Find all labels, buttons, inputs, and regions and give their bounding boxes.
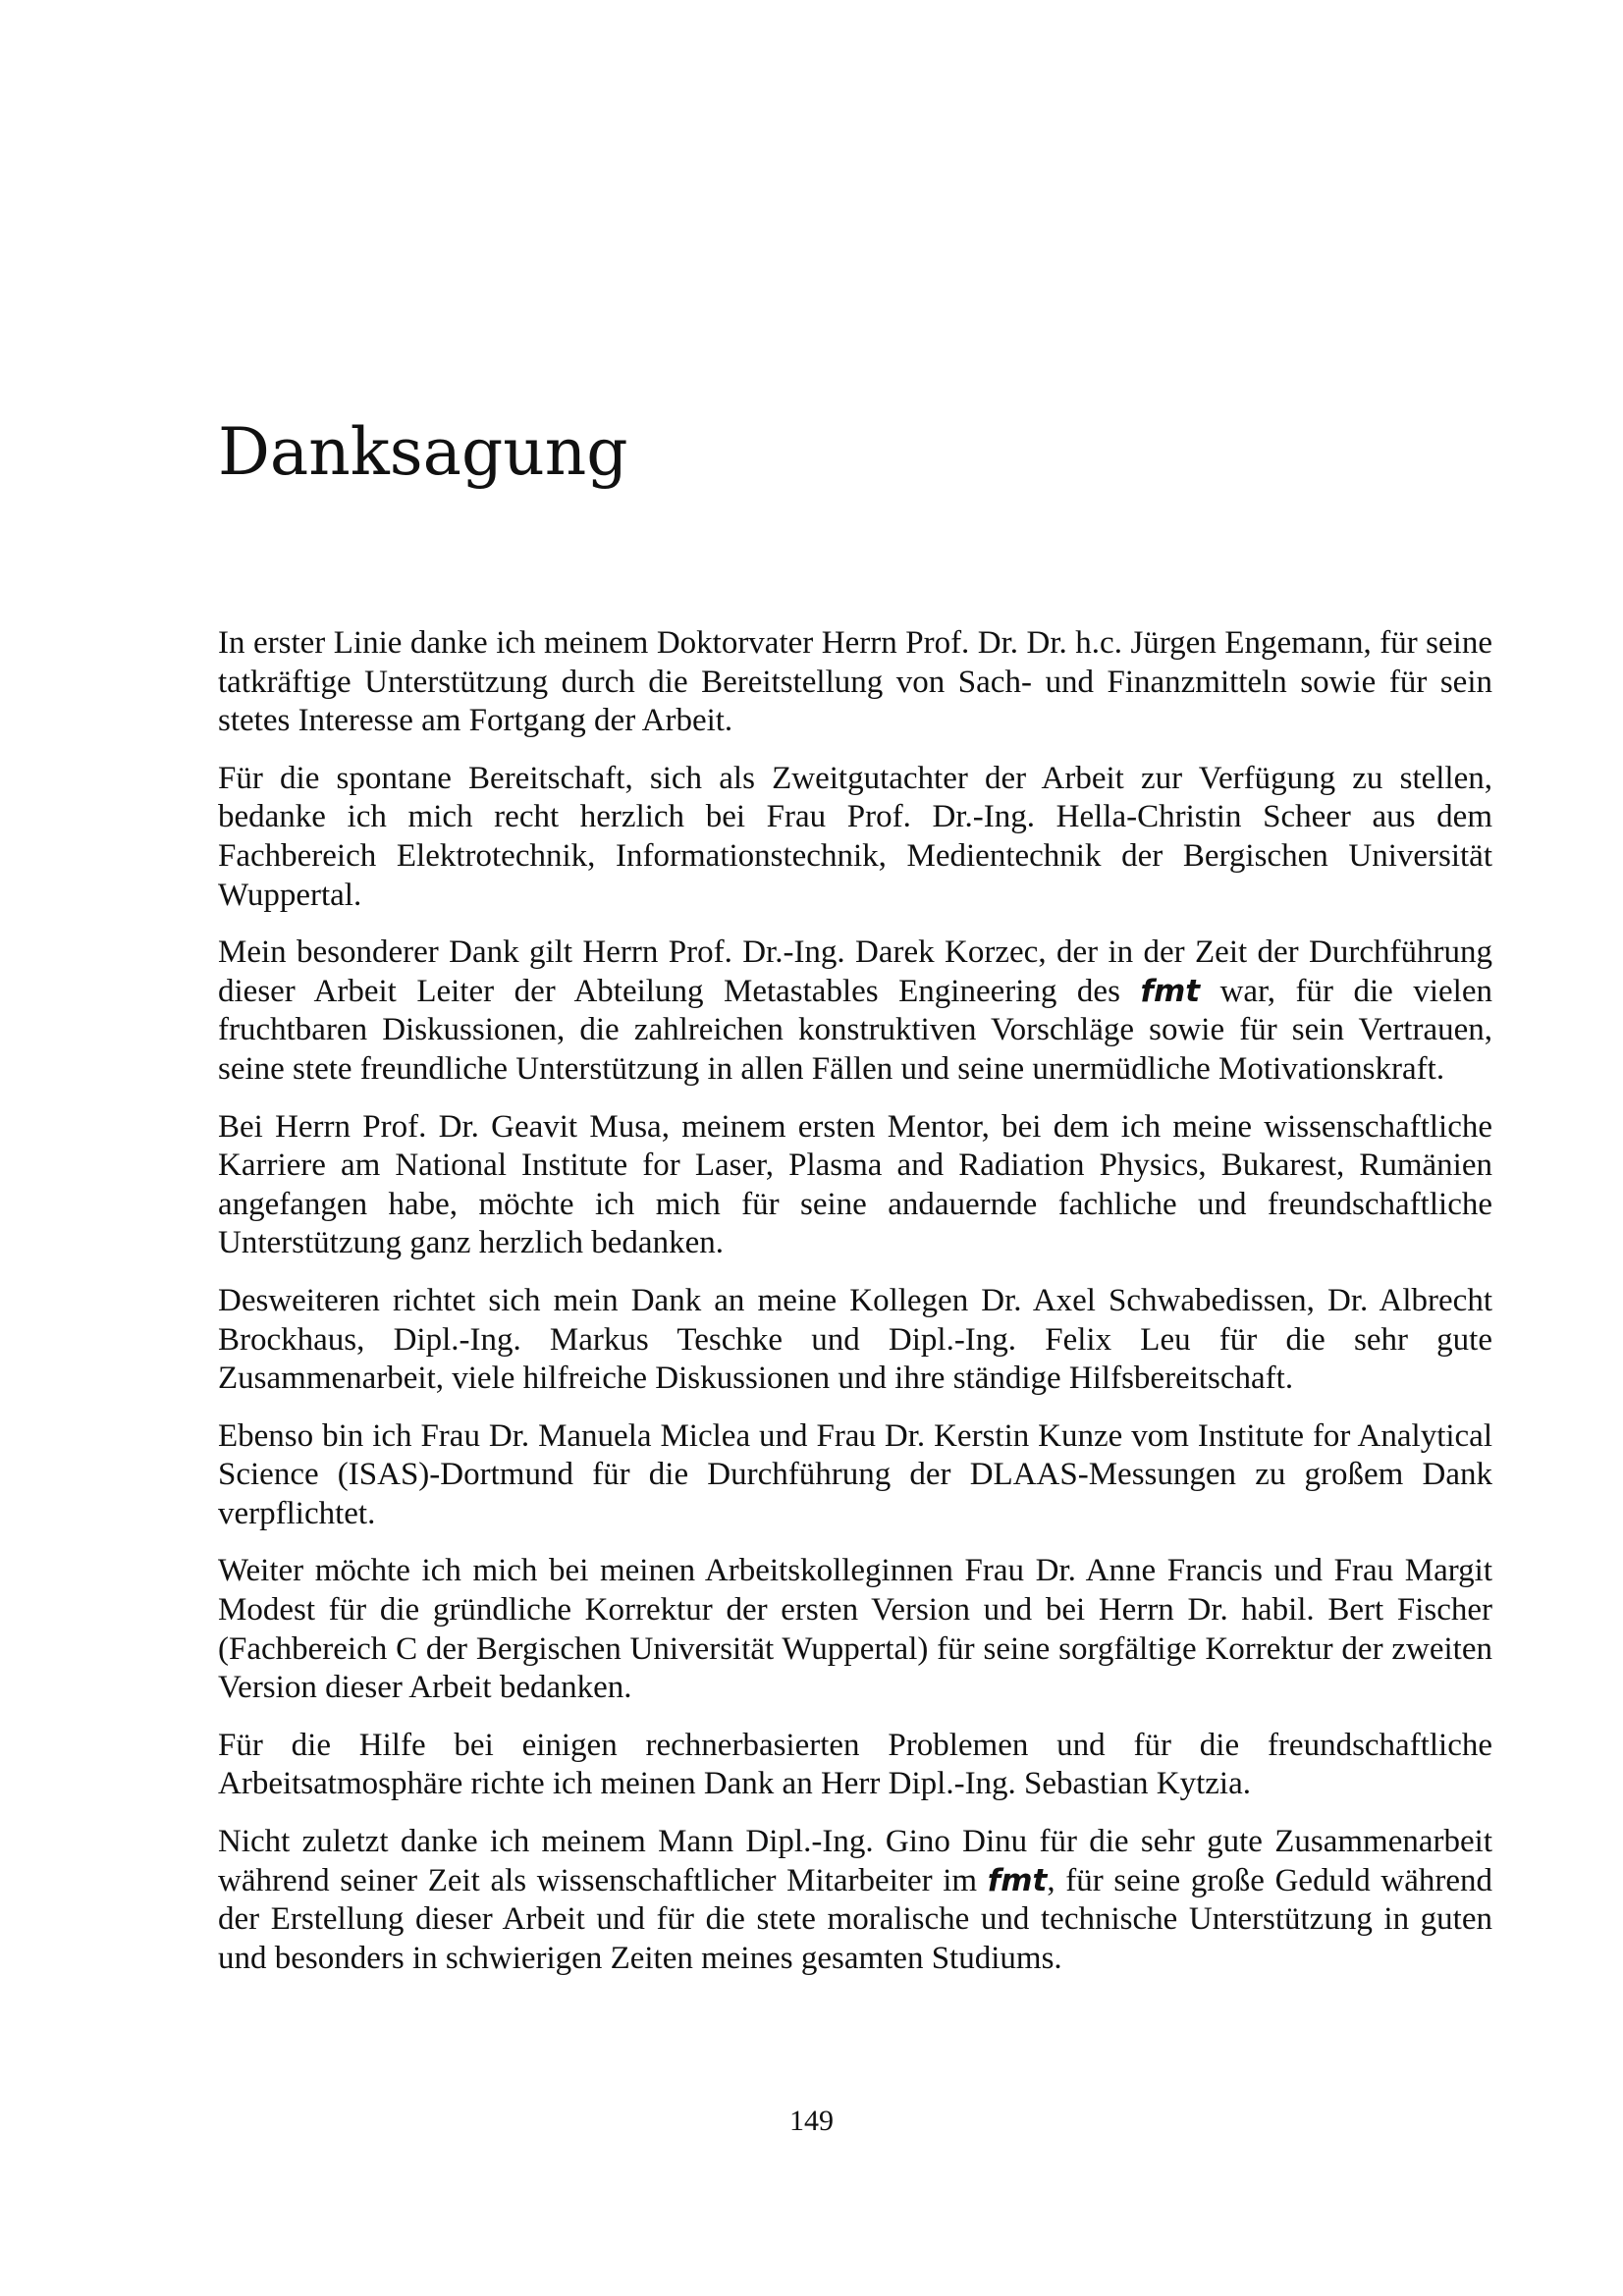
paragraph-text: Desweiteren richtet sich mein Dank an meine Kollegen Dr. Axel Schwabedissen, Dr. Albrecht Brockhaus, Dipl.-Ing. Markus Teschke und Dipl.-Ing. Felix Leu für die sehr gute Zusammenarbeit, viele hilfreiche Diskussionen und ihre ständige Hilfsbereitschaft.: [218, 1282, 1492, 1397]
paragraph-text: Weiter möchte ich mich bei meinen Arbeitskolleginnen Frau Dr. Anne Francis und Frau Margit Modest für die gründliche Korrektur der ersten Version und bei Herrn Dr. habil. Bert Fischer (Fachbereich C der Bergischen Universität Wuppertal) für seine sorgfältige Korrektur der zweiten Version dieser Arbeit bedanken.: [218, 1553, 1492, 1706]
paragraph: [218, 760, 1492, 915]
paragraph: [218, 1108, 1492, 1263]
paragraph-text: , für seine große Geduld während der Erstellung dieser Arbeit und für die stete moralische und technische Unterstützung in guten und besonders in schwierigen Zeiten meines gesamten Studiums.: [218, 1862, 1492, 1976]
page-title: Danksagung: [218, 414, 628, 490]
paragraph-text: Für die Hilfe bei einigen rechnerbasierten Problemen und für die freundschaftliche Arbeitsatmosphäre richte ich meinen Dank an Herr Dipl.-Ing. Sebastian Kytzia.: [218, 1727, 1492, 1802]
paragraph-text: Mein besonderer Dank gilt Herrn Prof. Dr.-Ing. Darek Korzec, der in der Zeit der Durchführung dieser Arbeit Leiter der Abteilung Metastables Engineering des: [218, 934, 1492, 1009]
fmt-emphasis: fmt: [987, 1862, 1048, 1898]
body-text: [218, 624, 1492, 1997]
paragraph-text: Für die spontane Bereitschaft, sich als Zweitgutachter der Arbeit zur Verfügung zu stellen, bedanke ich mich recht herzlich bei Frau Prof. Dr.-Ing. Hella-Christin Scheer aus dem Fachbereich Elektrotechnik, Informationstechnik, Medientechnik der Bergischen Universität Wuppertal.: [218, 760, 1492, 913]
paragraph-text: war, für die vielen fruchtbaren Diskussionen, die zahlreichen konstruktiven Vorschläge sowie für sein Vertrauen, seine stete freundliche Unterstützung in allen Fällen und seine unermüdliche Motivationskraft.: [218, 973, 1492, 1087]
fmt-emphasis: fmt: [1140, 973, 1201, 1009]
paragraph-text: In erster Linie danke ich meinem Doktorvater Herrn Prof. Dr. Dr. h.c. Jürgen Engemann, für seine tatkräftige Unterstützung durch die Bereitstellung von Sach- und Finanzmitteln sowie für sein stetes Interesse am Fortgang der Arbeit.: [218, 625, 1492, 739]
paragraph: [218, 624, 1492, 741]
paragraph: [218, 1823, 1492, 1978]
paragraph-text: Nicht zuletzt danke ich meinem Mann Dipl.-Ing. Gino Dinu für die sehr gute Zusammenarbeit während seiner Zeit als wissenschaftlicher Mitarbeiter im: [218, 1824, 1492, 1898]
paragraph-text: Ebenso bin ich Frau Dr. Manuela Miclea und Frau Dr. Kerstin Kunze vom Institute for Analytical Science (ISAS)-Dortmund für die Durchführung der DLAAS-Messungen zu großem Dank verpflichtet.: [218, 1417, 1492, 1531]
paragraph: [218, 1727, 1492, 1804]
page-number: 149: [789, 2105, 834, 2137]
paragraph-text: Bei Herrn Prof. Dr. Geavit Musa, meinem ersten Mentor, bei dem ich meine wissenschaftliche Karriere am National Institute for Laser, Plasma and Radiation Physics, Bukarest, Rumänien angefangen habe, möchte ich mich für seine andauernde fachliche und freundschaftliche Unterstützung ganz herzlich bedanken.: [218, 1108, 1492, 1261]
paragraph: [218, 1552, 1492, 1707]
paragraph: [218, 1417, 1492, 1534]
paragraph: [218, 934, 1492, 1089]
paragraph: [218, 1282, 1492, 1399]
